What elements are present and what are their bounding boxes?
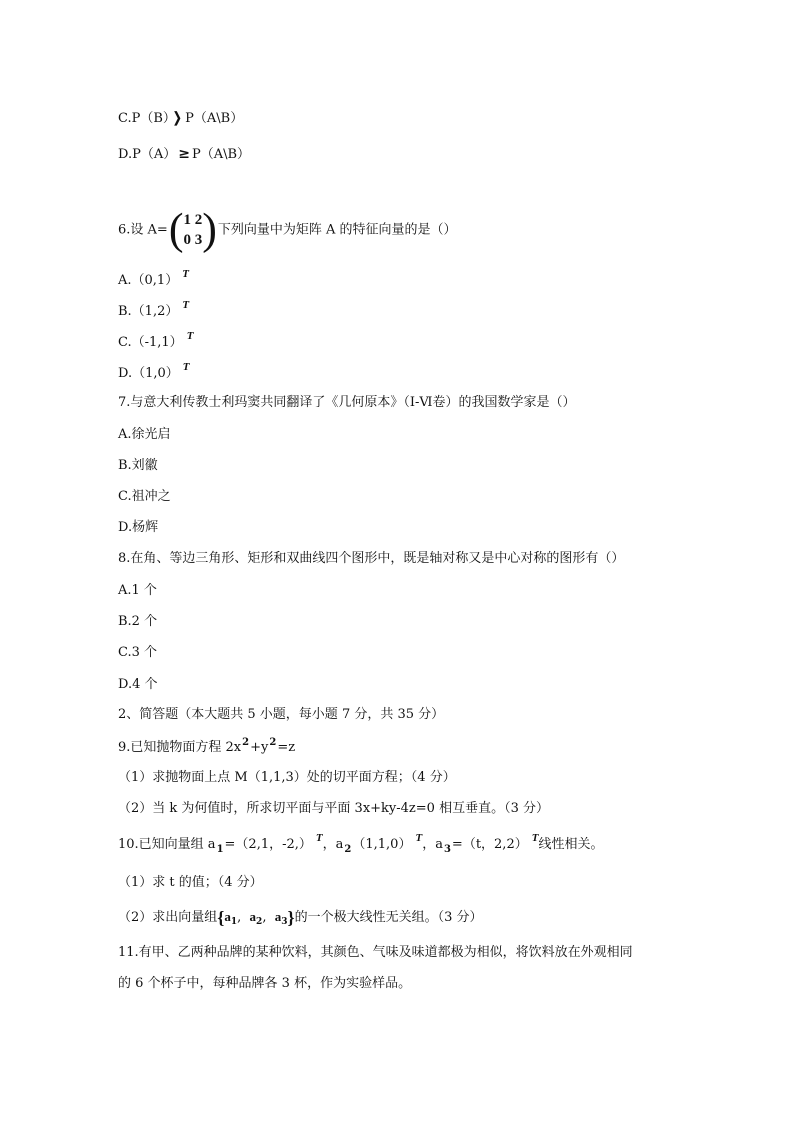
- subscript: 2: [344, 844, 352, 855]
- transpose-mark: T: [315, 832, 323, 844]
- exponent: 2: [269, 737, 277, 748]
- brace: {: [217, 907, 225, 928]
- q8-option-a: A.1 个: [118, 583, 157, 598]
- q8-option-b: B.2 个: [118, 614, 158, 629]
- q11-line1: 11.有甲、乙两种品牌的某种饮料，其颜色、气味及味道都极为相似，将饮料放在外观相同: [118, 945, 633, 960]
- q10-part1: （1）求 t 的值；（4 分）: [118, 875, 263, 890]
- brace: }: [287, 907, 295, 928]
- q8-question: 8.在角、等边三角形、矩形和双曲线四个图形中，既是轴对称又是中心对称的图形有（）: [118, 551, 625, 566]
- transpose-mark: T: [182, 361, 190, 373]
- subscript: 1: [216, 844, 224, 855]
- option-text: D.（1,0）: [118, 366, 179, 381]
- q7-option-d: D.杨辉: [118, 520, 159, 535]
- q7-option-b: B.刘徽: [118, 458, 158, 473]
- q6-question: [118, 206, 457, 255]
- question-text: ，a: [322, 837, 344, 852]
- q7-question: 7.与意大利传教士利玛窦共同翻译了《几何原本》（Ⅰ-Ⅵ卷）的我国数学家是（）: [118, 395, 576, 410]
- q8-option-d: D.4 个: [118, 677, 158, 692]
- subscript: 2: [256, 917, 263, 927]
- option-text: P（A\B）: [185, 111, 244, 126]
- q5-option-c: [118, 109, 243, 128]
- question-text: 10.已知向量组 a: [118, 837, 216, 852]
- q10-question: [118, 832, 604, 855]
- transpose-mark: T: [531, 832, 539, 844]
- q7-option-a: A.徐光启: [118, 427, 171, 442]
- exponent: 2: [242, 737, 250, 748]
- vector: a: [274, 909, 282, 924]
- q7-option-c: C.祖冲之: [118, 489, 171, 504]
- q6-option-c: [118, 330, 194, 352]
- q10-part2: （2）求出向量组{$a_1$, $a_2$, $a_3$}的一个极大线性无关组。（3 分）: [118, 907, 483, 928]
- geq-symbol: ≥: [178, 146, 190, 162]
- question-text: 6.设 A=: [118, 222, 168, 238]
- question-text: =（t，2,2）: [451, 837, 528, 852]
- question-text: 9.已知抛物面方程 2x: [118, 740, 242, 755]
- subscript: 3: [281, 917, 288, 927]
- option-text: A.（0,1）: [118, 273, 179, 288]
- q6-option-b: [118, 299, 190, 321]
- matrix-a: (1 2 0 3): [168, 204, 217, 254]
- option-text: C.P（B）: [118, 111, 170, 126]
- question-text: 的一个极大线性无关组。（3 分）: [294, 910, 483, 925]
- vector: a: [249, 909, 257, 924]
- vector: a: [224, 909, 231, 924]
- question-text: 下列向量中为矩阵 A 的特征向量的是（）: [217, 222, 457, 238]
- option-text: B.（1,2）: [118, 304, 179, 319]
- subscript: 1: [230, 917, 238, 927]
- transpose-mark: T: [415, 832, 423, 844]
- q5-option-d: [118, 145, 250, 164]
- transpose-mark: T: [182, 299, 190, 311]
- question-text: （1,1,0）: [352, 837, 412, 852]
- matrix-row: 0 3: [183, 231, 203, 248]
- q9-part2: （2）当 k 为何值时，所求切平面与平面 3x+ky-4z=0 相互垂直。（3 分）: [118, 801, 549, 816]
- succ-symbol: ❭: [171, 110, 184, 126]
- q9-part1: （1）求抛物面上点 M（1,1,3）处的切平面方程；（4 分）: [118, 770, 456, 785]
- option-text: D.P（A）: [118, 147, 177, 162]
- question-text: 线性相关。: [538, 837, 604, 852]
- section-heading: 2、简答题（本大题共 5 小题，每小题 7 分，共 35 分）: [118, 707, 445, 722]
- question-text: （2）求出向量组: [118, 910, 218, 925]
- q6-option-d: [118, 361, 190, 383]
- option-text: P（A\B）: [191, 147, 251, 162]
- option-text: C.（-1,1）: [118, 335, 183, 350]
- subscript: 3: [443, 844, 451, 855]
- question-text: ，a: [422, 837, 443, 852]
- q11-line2: 的 6 个杯子中，每种品牌各 3 杯，作为实验样品。: [118, 976, 412, 991]
- question-text: +y: [250, 740, 269, 755]
- question-text: =（2,1，-2,）: [224, 837, 312, 852]
- question-text: =z: [277, 740, 296, 755]
- transpose-mark: T: [182, 268, 189, 280]
- matrix-row: 1 2: [183, 211, 203, 228]
- transpose-mark: T: [186, 330, 194, 342]
- q9-question: [118, 739, 295, 758]
- q8-option-c: C.3 个: [118, 645, 158, 660]
- q6-option-a: [118, 268, 189, 290]
